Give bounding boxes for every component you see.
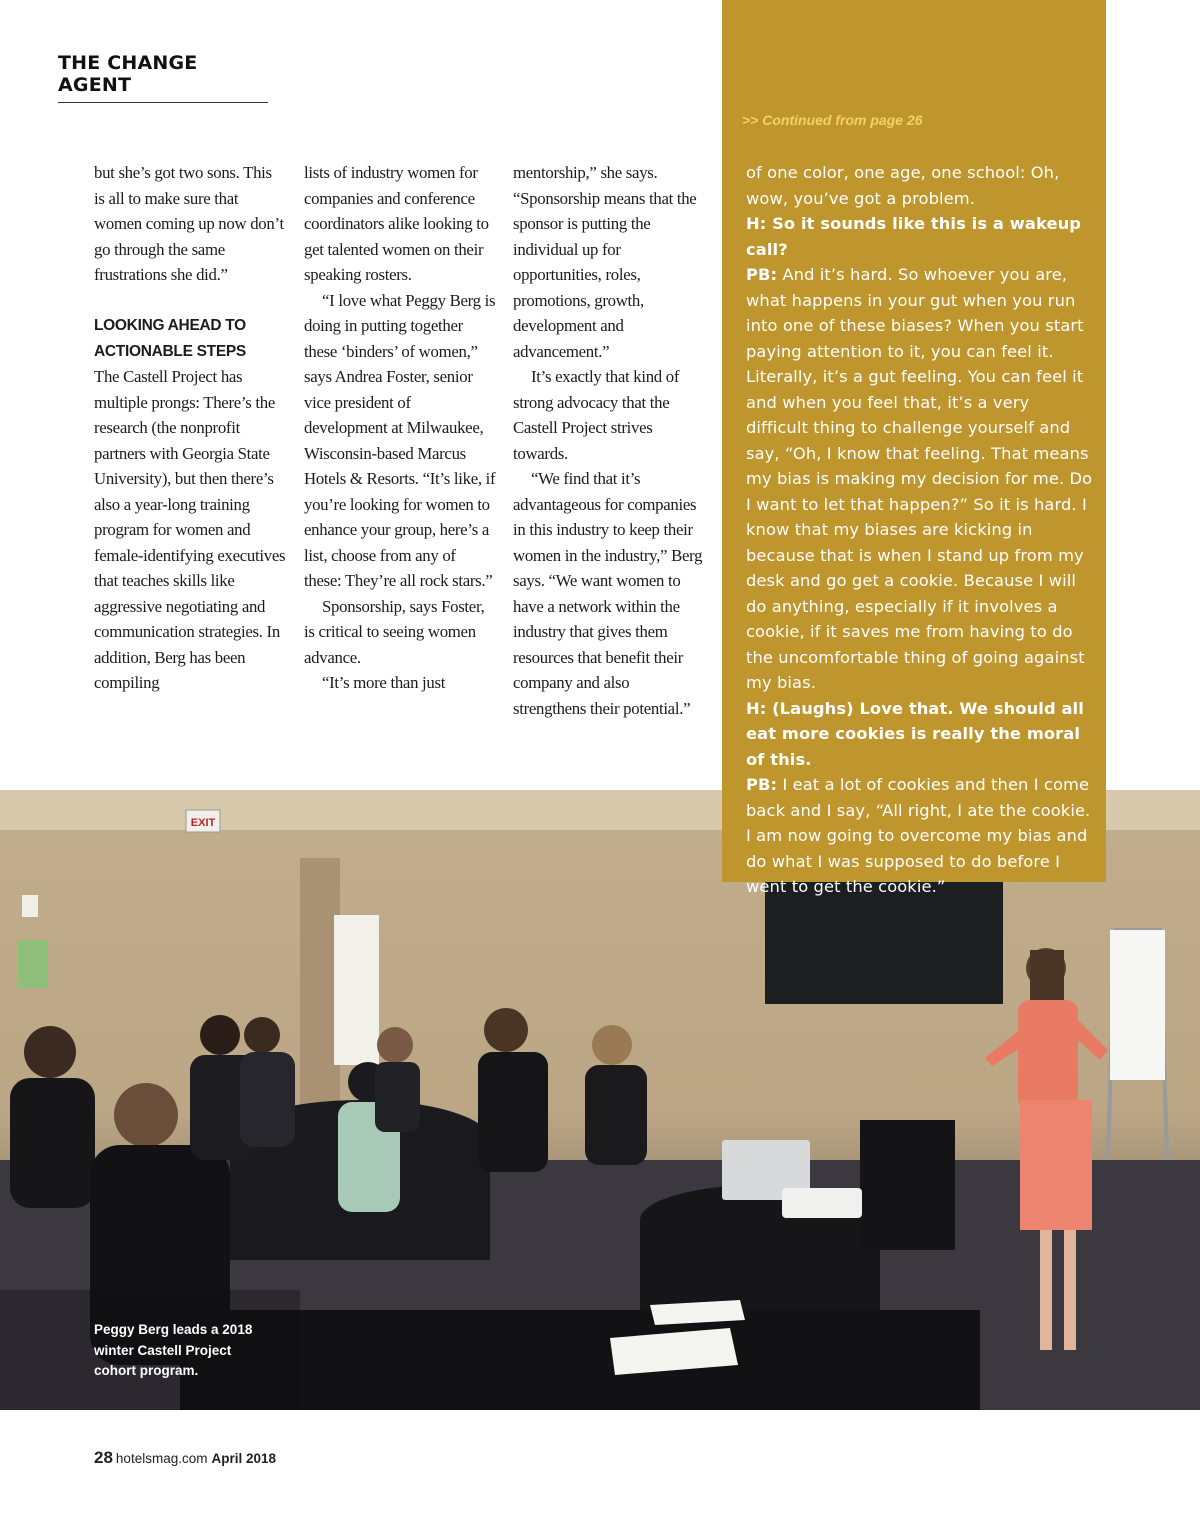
paragraph: “We find that it’s advantageous for companies in this industry to keep their women in the industry,” Berg says. “We want women to have a network within the industry that gives them resources that benefit their company and also strengthens their potential.” <box>513 469 703 718</box>
flipchart-paper <box>1110 930 1165 1080</box>
paragraph: but she’s got two sons. This is all to make sure that women coming up now don’t go through the same frustrations she did.” <box>94 163 284 284</box>
footer-site: hotelsmag.com <box>115 1451 208 1466</box>
continued-note: >> Continued from page 26 <box>742 112 923 128</box>
interview-question: H: So it sounds like this is a wakeup call? <box>746 214 1082 259</box>
paragraph: “I love what Peggy Berg is doing in putting together these ‘binders’ of women,” says Andrea Foster, senior vice president of development at Milwaukee, Wisconsin-based Marcus Hotels & Resorts. “It’s like, if you’re looking for women to enhance your group, here’s a list, choose from any of these: They’re all rock stars.” <box>304 290 496 590</box>
wall-sign <box>18 940 48 988</box>
qa-body <box>746 160 1096 900</box>
thermostat <box>22 895 38 917</box>
subheading: LOOKING AHEAD TO ACTIONABLE STEPS <box>94 317 246 360</box>
speaker-label: PB: <box>746 265 778 284</box>
photo-caption: Peggy Berg leads a 2018 winter Castell Project cohort program. <box>94 1322 253 1378</box>
paragraph: Sponsorship, says Foster, is critical to seeing women advance. <box>304 596 485 667</box>
sidebar-paragraph: of one color, one age, one school: Oh, wow, you’ve got a problem. <box>746 163 1060 208</box>
paragraph: It’s exactly that kind of strong advocacy that the Castell Project strives towards. <box>513 367 680 463</box>
article-column-3 <box>513 160 705 721</box>
exit-sign-text: EXIT <box>190 817 216 829</box>
tv-screen <box>765 882 1003 1004</box>
projector <box>782 1188 862 1218</box>
interview-question: H: (Laughs) Love that. We should all eat more cookies is really the moral of this. <box>746 698 1084 769</box>
footer-date: April 2018 <box>211 1451 277 1466</box>
article-column-1 <box>94 160 286 696</box>
paragraph: mentorship,” she says. “Sponsorship means that the sponsor is putting the individual up for opportunities, roles, promotions, growth, development and advancement.” <box>513 163 697 361</box>
page-footer <box>94 1448 276 1468</box>
side-table <box>860 1120 955 1250</box>
interview-answer: I eat a lot of cookies and then I come back and I say, “All right, I ate the cookie. I am now going to overcome my bias and do what I was supposed to do before I went to get the cookie.” <box>746 775 1091 896</box>
speaker-label: PB: <box>746 775 778 794</box>
page-number: 28 <box>94 1448 113 1467</box>
section-header: THE CHANGE AGENT <box>58 52 268 103</box>
interview-answer: And it’s hard. So whoever you are, what happens in your gut when you run into one of these biases? When you start paying attention to it, you can feel it. Literally, it’s a gut feeling. You can feel it and when you feel that, it’s a very difficult thing to challenge yourself and say, “Oh, I know that feeling. That means my bias is making my decision for me. Do I want to let that happen?” So it is hard. I know that my biases are kicking in because that is when I stand up from my desk and go get a cookie. Because I will do anything, especially if it involves a cookie, if it saves me from having to do the uncomfortable thing of going against my bias. <box>746 265 1093 692</box>
paragraph: lists of industry women for companies and conference coordinators alike looking to get talented women on their speaking rosters. <box>304 163 489 284</box>
article-column-2 <box>304 160 496 696</box>
qa-sidebar <box>722 0 1106 896</box>
paragraph: “It’s more than just <box>322 673 446 692</box>
wall-chart-paper <box>334 915 379 1065</box>
paragraph: The Castell Project has multiple prongs: There’s the research (the nonprofit partners with Georgia State University), but then there’s also a year-long training program for women and female-identifying executives that teaches skills like aggressive negotiating and communication strategies. In addition, Berg has been compiling <box>94 367 286 692</box>
